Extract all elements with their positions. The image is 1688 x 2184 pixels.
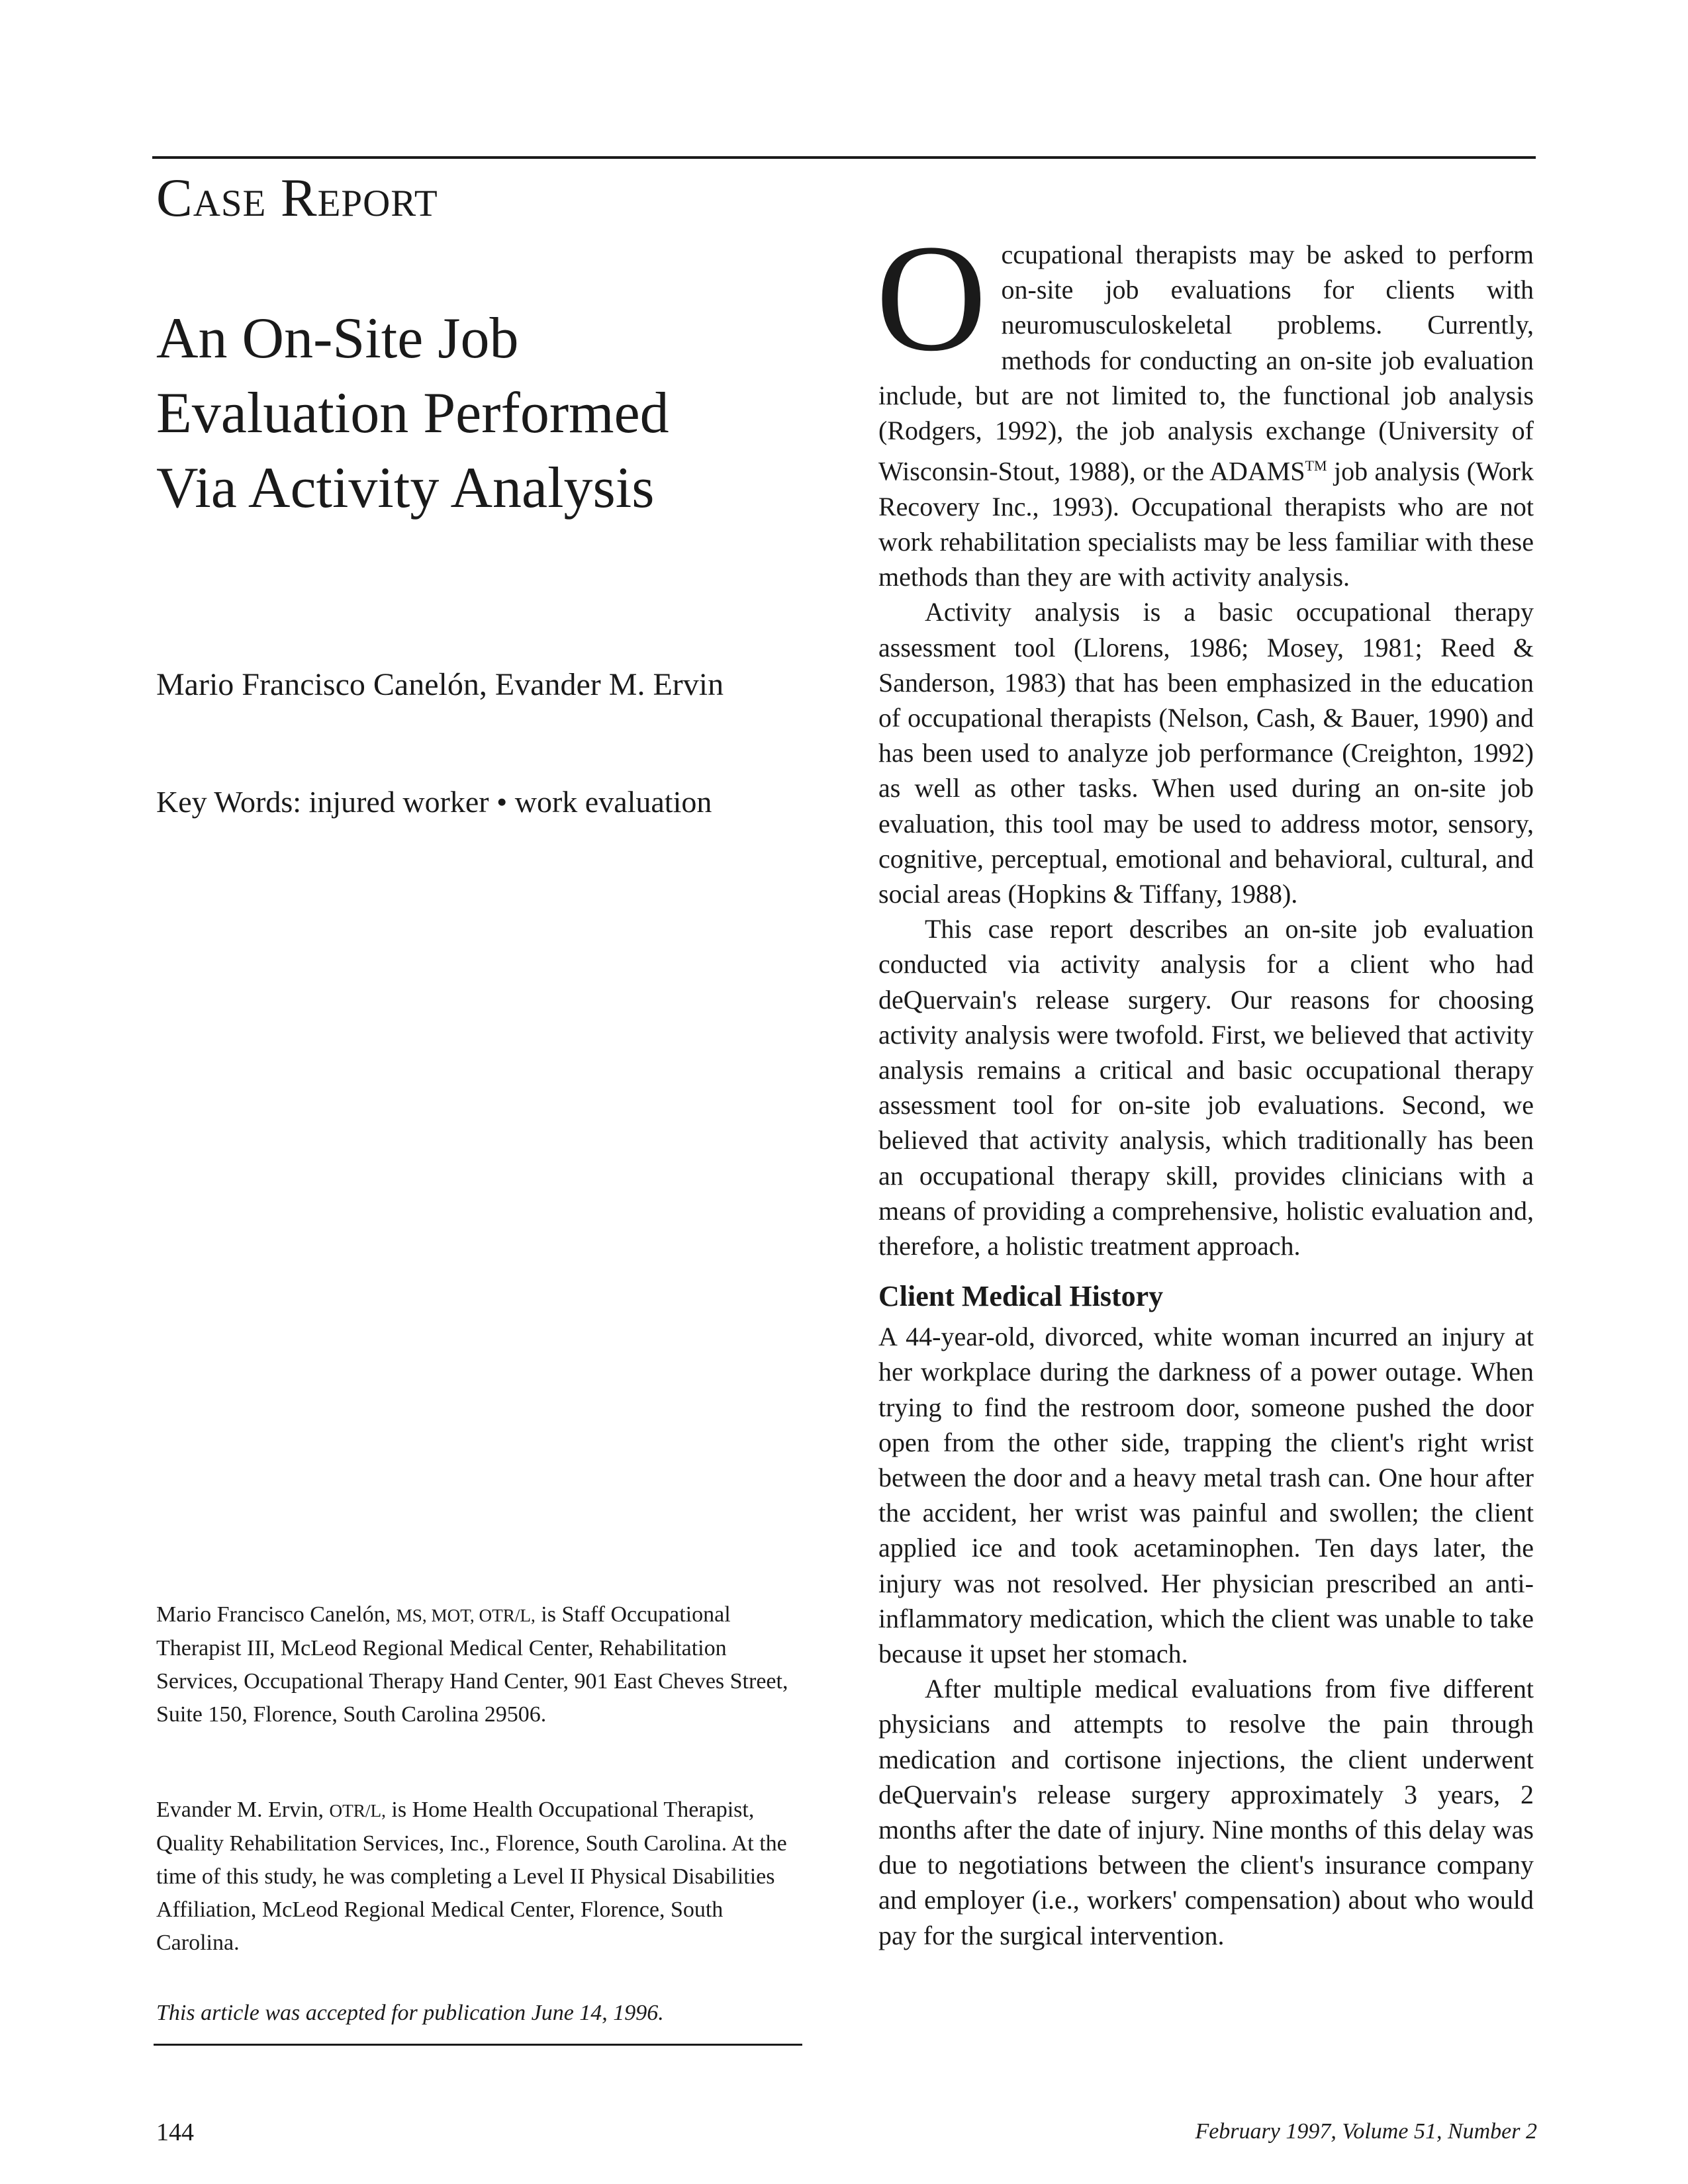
page-number: 144 (156, 2118, 194, 2146)
affiliation-credentials: MS, MOT, OTR/L, (396, 1606, 536, 1625)
paragraph: Occupational therapists may be asked to perform on-site job evaluations for clients with neuromusculoskeletal problems. Currently, methods for conducting an on-site job evaluation include, but are not limited to, the functional job analysis (Rodgers, 1992), the job analysis exchange (University of Wisconsin-Stout, 1988), or the ADAMS™ job analysis (Work Recovery Inc., 1993). Occupational therapists who are not work rehabilitation specialists may be less familiar with these methods than they are with activity analysis. (876, 213, 1534, 592)
affiliation-name: Evander M. Ervin, (156, 1797, 324, 1822)
paragraph: A 44-year-old, divorced, white woman incurred an injury at her workplace during the darkness of a power outage. When trying to find the restroom door, someone pushed the door open from the other side, trapping the client's right wrist between the door and a heavy metal trash can. One hour after the accident, her wrist was painful and swollen; the client applied ice and took acetaminophen. Ten days later, the injury was not resolved. Her physician prescribed an anti-inflammatory medication, which the client was unable to take because it upset her stomach. (878, 1322, 1534, 1669)
section-label: Case Report (156, 167, 438, 228)
affiliation-text: is Staff Occupational Therapist III, McLeod Regional Medical Center, Rehabilitation Services, Occupational Therapy Hand Center, 901 East Cheves Street, Suite 150, Florence, South Carolina 29506. (156, 1602, 788, 1727)
keyword-separator: • (496, 785, 508, 819)
affiliation-text: is Home Health Occupational Therapist, Quality Rehabilitation Services, Inc., Florence, South Carolina. At the time of this study, he was completing a Level II Physical Disabilities Affiliation, McLeod Regional Medical Center, Florence, South Carolina. (156, 1797, 787, 1955)
keywords (156, 782, 805, 822)
keyword: injured worker (308, 785, 489, 819)
article-title: An On-Site Job Evaluation Performed Via Activity Analysis (156, 306, 669, 520)
author-affiliation (156, 1598, 805, 1731)
paragraph: Activity analysis is a basic occupational therapy assessment tool (Llorens, 1986; Mosey, 1981; Reed & Sanderson, 1983) that has been emphasized in the education of occupational therapists (Nelson, Cash, & Bauer, 1990) and has been used to analyze job performance (Creighton, 1992) as well as other tasks. When used during an on-site job evaluation, this tool may be used to address motor, sensory, cognitive, perceptual, emotional and behavioral, cultural, and social areas (Hopkins & Tiffany, 1988). (878, 597, 1534, 909)
authors: Mario Francisco Canelón, Evander M. Ervin (156, 667, 724, 702)
trademark: TM (1305, 457, 1327, 475)
affiliation-credentials: OTR/L, (329, 1801, 386, 1821)
keyword: work evaluation (514, 785, 712, 819)
top-rule (152, 156, 1536, 159)
keywords-label: Key Words: (156, 785, 302, 819)
journal-footer: February 1997, Volume 51, Number 2 (1195, 2119, 1537, 2144)
affiliation-name: Mario Francisco Canelón, (156, 1602, 391, 1627)
paragraph: After multiple medical evaluations from five different physicians and attempts to resolve the pain through medication and cortisone injections, the client underwent deQuervain's release surgery approximately 3 years, 2 months after the date of injury. Nine months of this delay was due to negotiations between the client's insurance company and employer (i.e., workers' compensation) about who would pay for the surgical intervention. (878, 1674, 1534, 1950)
footnote-rule (154, 2044, 802, 2046)
section-heading: Client Medical History (878, 1280, 1164, 1313)
accepted-note: This article was accepted for publication June 14, 1996. (156, 2001, 664, 2025)
drop-cap: O (876, 213, 987, 383)
article-body (876, 213, 1534, 1953)
author-affiliation (156, 1794, 805, 1960)
paragraph: This case report describes an on-site job evaluation conducted via activity analysis for a client who had deQuervain's release surgery. Our reasons for choosing activity analysis were twofold. First, we believed that activity analysis remains a critical and basic occupational therapy assessment tool for on-site job evaluations. Second, we believed that activity analysis, which traditionally has been an occupational therapy skill, provides clinicians with a means of providing a comprehensive, holistic evaluation and, therefore, a holistic treatment approach. (878, 914, 1534, 1261)
